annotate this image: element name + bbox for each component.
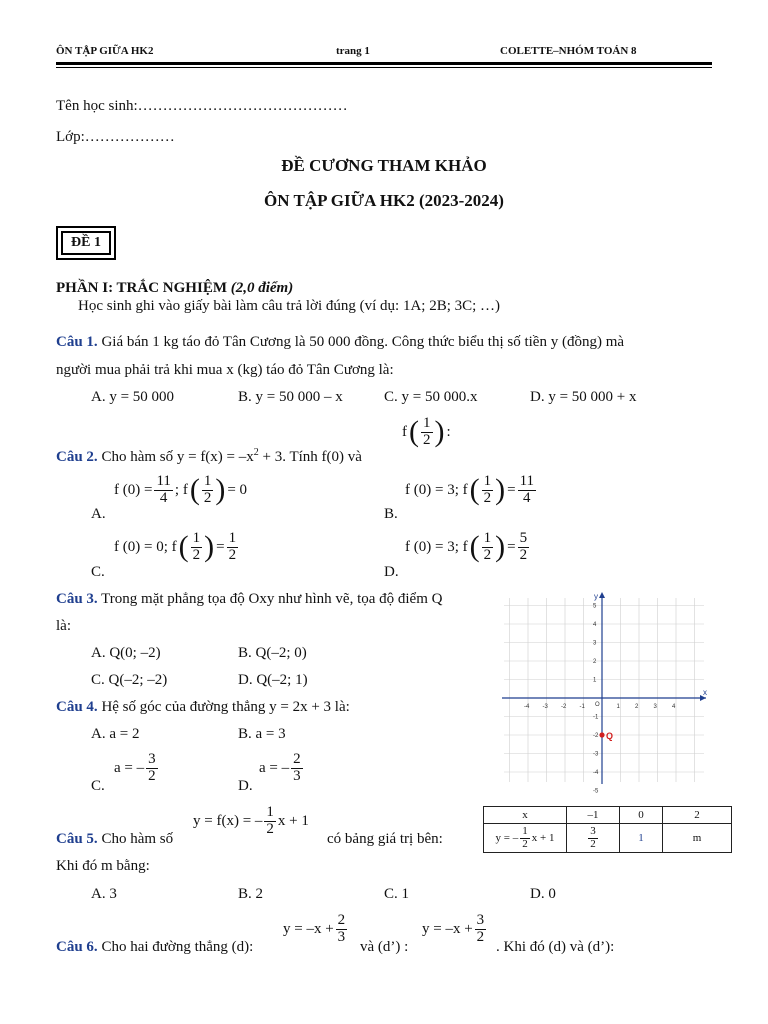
y-tick-label: -4 — [593, 770, 599, 776]
q6-mid: và (d’) : — [360, 939, 409, 955]
q2-c-half — [191, 531, 203, 564]
q2-d-half-den: 2 — [483, 546, 492, 563]
doc-subtitle: ÔN TẬP GIỮA HK2 (2023-2024) — [264, 191, 504, 210]
q2-b-paren-close: ) — [495, 473, 506, 507]
q6-stem-a — [56, 939, 253, 956]
q2-c-letter: C. — [91, 564, 105, 580]
q2-d-letter: D. — [384, 564, 399, 580]
point-q-label: Q — [606, 731, 614, 741]
vt-r0d: 2 — [522, 837, 528, 850]
q2-text-b: + 3. Tính f(0) và — [258, 449, 362, 465]
q6-d2-frac — [475, 913, 487, 946]
q1-text1: Giá bán 1 kg táo đỏ Tân Cương là 50 000 đồng. Công thức biểu thị số tiền y (đồng) mà — [101, 334, 625, 350]
vt-h1: –1 — [567, 807, 620, 824]
q3-stem — [56, 591, 442, 608]
x-tick-label: 3 — [653, 704, 657, 710]
q2-c-rhs: = — [216, 538, 225, 555]
q1-text2: người mua phải trả khi mua x (kg) táo đỏ Tân Cương là: — [56, 362, 394, 378]
q2-half-den: 2 — [423, 431, 431, 448]
q5-option-c: C. 1 — [384, 886, 410, 902]
q5-text2: Khi đó m bằng: — [56, 858, 150, 874]
q4-d-letter: D. — [238, 778, 253, 794]
q2-half-num: 1 — [423, 415, 431, 431]
x-tick-label: -2 — [561, 704, 567, 710]
q1-option-a: A. y = 50 000 — [91, 389, 175, 405]
q2-b-paren-open: ( — [469, 473, 480, 507]
q1-option-b: B. y = 50 000 – x — [238, 389, 343, 405]
q2-a-sep: ; f — [174, 481, 188, 498]
q2-f: f — [402, 423, 407, 440]
q6-d1n: 2 — [337, 912, 346, 928]
vt-v1n: 3 — [590, 825, 596, 837]
q4-c-letter: C. — [91, 778, 105, 794]
q6-d1-frac — [336, 913, 348, 946]
q3-option-b: B. Q(–2; 0) — [238, 645, 307, 661]
vt-h0: x — [484, 807, 567, 824]
q2-c-frac — [227, 531, 239, 564]
x-tick-label: -4 — [524, 704, 530, 710]
header-page: trang 1 — [336, 45, 370, 57]
q4-c-den: 2 — [148, 767, 156, 784]
q2-c-paren-open: ( — [178, 530, 189, 564]
vt-v1 — [567, 824, 620, 853]
q2-d-rhs: = — [507, 538, 516, 555]
q2-b-num: 11 — [519, 473, 535, 489]
q4-d-num: 2 — [293, 751, 301, 767]
q5-den: 2 — [266, 820, 274, 837]
vt-v3: m — [663, 824, 732, 853]
q2-a-frac — [154, 474, 172, 507]
coordinate-plane — [500, 590, 708, 795]
q5-option-a: A. 3 — [91, 886, 117, 902]
q4-stem — [56, 699, 350, 716]
q4-label: Câu 4. — [56, 699, 98, 715]
q2-b-frac — [518, 474, 536, 507]
q2-label: Câu 2. — [56, 449, 98, 465]
y-tick-label: -2 — [593, 733, 599, 739]
part1-heading — [56, 280, 293, 297]
q2-text: Cho hàm số y = f(x) = –x — [101, 449, 254, 465]
q2-a-num: 11 — [156, 473, 171, 489]
q6-d1: y = –x + — [283, 920, 334, 937]
q2-b-half — [482, 474, 494, 507]
y-axis-arrow — [599, 592, 605, 598]
y-tick-label: -3 — [593, 751, 599, 758]
q2-colon: : — [446, 423, 451, 440]
q5-function — [193, 805, 309, 838]
q5-option-d: D. 0 — [530, 886, 556, 902]
y-tick-label: -5 — [593, 788, 599, 795]
q2-b-f0: f (0) = 3; f — [405, 481, 468, 498]
x-tick-label: 2 — [635, 704, 639, 710]
q3-text2: là: — [56, 618, 71, 634]
q2-a-half — [202, 474, 214, 507]
q6-text-a: Cho hai đường thẳng (d): — [101, 939, 254, 955]
q2-a-half-num: 1 — [203, 473, 212, 489]
q2-d-half-num: 1 — [483, 530, 492, 546]
y-axis-label: y — [594, 592, 598, 601]
part1-instruction: Học sinh ghi vào giấy bài làm câu trả lời đúng (ví dụ: 1A; 2B; 3C; …) — [78, 298, 501, 314]
y-tick-label: 5 — [593, 603, 597, 610]
q5-num: 1 — [266, 804, 274, 820]
vt-h2: 0 — [620, 807, 663, 824]
x-tick-label: 1 — [616, 704, 620, 710]
q4-c-num: 3 — [148, 751, 156, 767]
q2-a-paren-open: ( — [189, 473, 200, 507]
student-name-line: Tên học sinh:…………………………………… — [56, 98, 348, 114]
value-table-header — [484, 807, 732, 824]
part1-points: (2,0 điểm) — [230, 280, 294, 296]
exam-number-box — [56, 226, 116, 260]
y-tick-label: 4 — [593, 622, 597, 628]
q2-b-half-num: 1 — [483, 473, 492, 489]
doc-title: ĐỀ CƯƠNG THAM KHẢO — [281, 156, 487, 175]
q1-label: Câu 1. — [56, 334, 98, 350]
q2-a-half-den: 2 — [203, 489, 212, 506]
exam-number-label: ĐỀ 1 — [61, 231, 111, 255]
q6-d2d: 2 — [476, 928, 485, 945]
q3-label: Câu 3. — [56, 591, 98, 607]
q2-b-rhs: = — [507, 481, 516, 498]
vt-v1-frac — [588, 826, 598, 850]
q2-d-half — [482, 531, 494, 564]
q1-line1 — [56, 334, 624, 351]
q2-d-paren-close: ) — [495, 530, 506, 564]
x-axis-label: x — [703, 688, 707, 697]
q5-label: Câu 5. — [56, 831, 98, 847]
q4-c-frac — [146, 752, 158, 785]
q2-d-num: 5 — [519, 530, 528, 546]
q4-d-lhs: a = – — [259, 759, 290, 776]
q6-end: . Khi đó (d) và (d’): — [496, 939, 615, 955]
q2-d-paren-open: ( — [469, 530, 480, 564]
q5-option-b: B. 2 — [238, 886, 264, 902]
q4-option-b: B. a = 3 — [238, 726, 286, 742]
q4-c-lhs: a = – — [114, 759, 145, 776]
q6-label: Câu 6. — [56, 939, 98, 955]
q4-option-a: A. a = 2 — [91, 726, 140, 742]
q2-a-rhs: = 0 — [227, 481, 248, 498]
y-tick-label: 3 — [593, 640, 597, 647]
y-tick-label: 2 — [593, 659, 597, 665]
value-table-row — [484, 824, 732, 853]
q2-c-paren-close: ) — [204, 530, 215, 564]
q3-option-c: C. Q(–2; –2) — [91, 672, 168, 688]
header-rule-thick — [56, 62, 712, 65]
q6-line-d — [283, 913, 347, 946]
q2-a-letter: A. — [91, 506, 106, 522]
q6-d2: y = –x + — [422, 920, 473, 937]
q5-frac — [264, 805, 276, 838]
q2-d-den: 2 — [519, 546, 528, 563]
header-right: COLETTE–NHÓM TOÁN 8 — [500, 45, 637, 57]
q4-d-frac — [291, 752, 303, 785]
y-tick-label: 1 — [593, 677, 597, 684]
vt-v2: 1 — [620, 824, 663, 853]
x-tick-label: 4 — [672, 704, 676, 710]
q2-c-f0: f (0) = 0; f — [114, 538, 177, 555]
q6-d2n: 3 — [476, 912, 485, 928]
x-tick-label: -1 — [579, 704, 585, 710]
q4-text: Hệ số góc của đường thẳng y = 2x + 3 là: — [101, 699, 350, 715]
q2-f-half — [402, 416, 451, 449]
y-tick-label: -1 — [593, 714, 599, 721]
q2-exponent: 2 — [253, 447, 259, 458]
q5-text-a: Cho hàm số — [101, 831, 174, 847]
q6-d1d: 3 — [337, 928, 346, 945]
vt-r0a: y = – — [495, 832, 519, 845]
q2-c-num: 1 — [228, 530, 237, 546]
q5-tail: x + 1 — [277, 812, 309, 829]
q2-b-letter: B. — [384, 506, 398, 522]
origin-label: O — [595, 702, 600, 708]
vt-r0 — [484, 824, 567, 853]
class-line: Lớp:……………… — [56, 129, 175, 145]
q2-c-half-den: 2 — [192, 546, 201, 563]
q2-paren-open: ( — [409, 415, 419, 449]
q2-a-den: 4 — [159, 489, 168, 506]
q2-c-den: 2 — [228, 546, 237, 563]
vt-r0n: 1 — [522, 825, 528, 837]
vt-r0-frac — [520, 826, 530, 850]
q2-a-paren-close: ) — [215, 473, 226, 507]
q2-paren-close: ) — [434, 415, 445, 449]
q1-option-c: C. y = 50 000.x — [384, 389, 478, 405]
point-q-marker — [599, 732, 604, 737]
vt-r0b: x + 1 — [531, 832, 555, 845]
q2-d-f0: f (0) = 3; f — [405, 538, 468, 555]
vt-v1d: 2 — [590, 837, 596, 850]
q2-stem — [56, 447, 362, 466]
q5-fx: y = f(x) = – — [193, 812, 263, 829]
header-left: ÔN TẬP GIỮA HK2 — [56, 45, 154, 57]
q5-text-b: có bảng giá trị bên: — [327, 831, 443, 847]
q2-d-frac — [518, 531, 530, 564]
q2-a-math — [114, 474, 247, 507]
q3-option-d: D. Q(–2; 1) — [238, 672, 308, 688]
q2-b-half-den: 2 — [483, 489, 492, 506]
q2-a-f0: f (0) = — [114, 481, 153, 498]
q2-half — [421, 416, 433, 449]
q6-line-d-prime — [422, 913, 486, 946]
q5-stem-a — [56, 831, 173, 848]
q2-b-den: 4 — [523, 489, 531, 506]
q4-c-math — [114, 752, 158, 785]
q1-option-d: D. y = 50 000 + x — [530, 389, 637, 405]
q3-option-a: A. Q(0; –2) — [91, 645, 161, 661]
x-tick-label: -3 — [542, 704, 548, 710]
header-rule-thin — [56, 67, 712, 68]
q2-d-math — [405, 531, 529, 564]
q2-c-math — [114, 531, 238, 564]
part1-title: PHẦN I: TRẮC NGHIỆM — [56, 280, 227, 296]
q2-c-half-num: 1 — [192, 530, 201, 546]
value-table — [483, 806, 732, 853]
q2-b-math — [405, 474, 536, 507]
vt-h3: 2 — [663, 807, 732, 824]
q4-d-math — [259, 752, 303, 785]
q4-d-den: 3 — [293, 767, 301, 784]
q3-text: Trong mặt phẳng tọa độ Oxy như hình vẽ, tọa độ điểm Q — [101, 591, 443, 607]
